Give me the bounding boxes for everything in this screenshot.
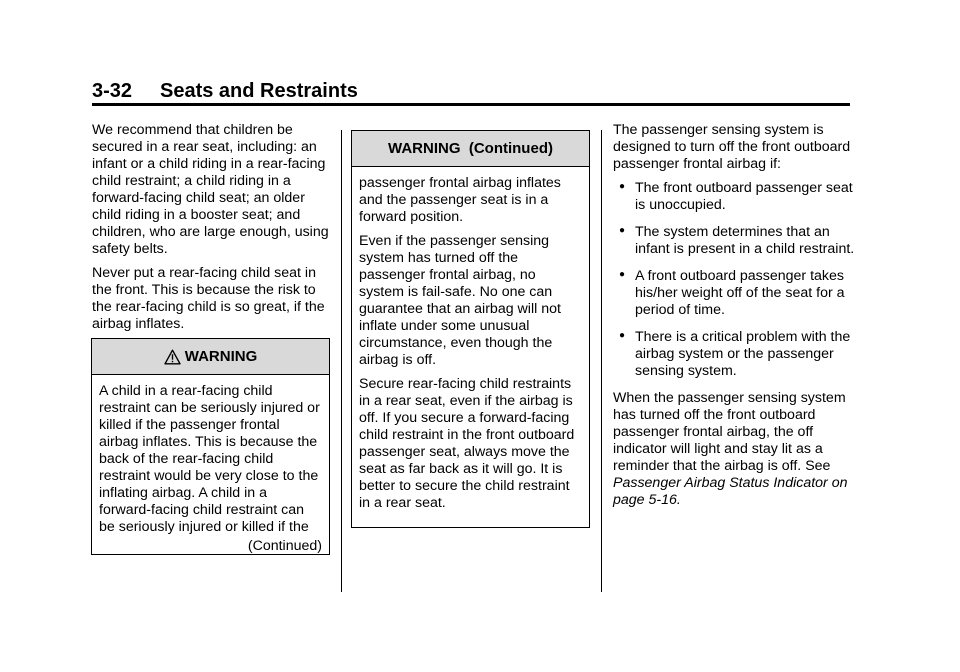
list-item: ● The system determines that an infant is present in a child restraint.: [619, 224, 855, 257]
warning-header: [352, 131, 589, 167]
paragraph: Secure rear-facing child restraints in a rear seat, even if the airbag is off. If you secure a forward-facing child restraint in the front outboard passenger seat, always move the seat as far back as it will go. It is better to secure the child restraint in a rear seat.: [359, 376, 575, 511]
warning-box-continued: [351, 130, 590, 528]
continued-label: (Continued): [247, 538, 322, 554]
warning-body: [92, 375, 329, 561]
cross-reference-link[interactable]: Passenger Airbag Status Indicator on page 5-16.: [613, 475, 848, 508]
paragraph: passenger frontal airbag inflates and the passenger seat is in a forward position.: [359, 175, 561, 225]
paragraph: [613, 390, 858, 509]
page-header: [92, 80, 850, 106]
paragraph: Never put a rear-facing child seat in the front. This is because the risk to the rear-facing child is so great, if the airbag inflates.: [92, 265, 325, 332]
warning-text: A child in a rear-facing child restraint can be seriously injured or killed if the passenger frontal airbag inflates. This is because the back of the rear-facing child restraint would be very close to the inflating airbag. A child in a forward-facing child restraint can be seriously injured or killed if the: [99, 383, 320, 535]
list-item: ● There is a critical problem with the airbag system or the passenger sensing system.: [619, 329, 851, 379]
column-divider: [341, 130, 342, 592]
column-right: [613, 122, 858, 516]
warning-box: [91, 338, 330, 555]
bullet-icon: ●: [619, 181, 626, 192]
column-divider: [601, 130, 602, 592]
bullet-icon: ●: [619, 225, 626, 236]
see-prefix: See: [805, 458, 831, 474]
bullet-icon: ●: [619, 269, 626, 280]
page-number: 3-32: [92, 80, 133, 102]
page-title: Seats and Restraints: [160, 80, 358, 102]
warning-header: [92, 339, 329, 375]
paragraph: Even if the passenger sensing system has turned off the passenger frontal airbag, no system is fail-safe. No one can guarantee that an airbag will not inflate under some unusual circumstance, even though the airbag is off.: [359, 233, 561, 368]
column-left: [92, 122, 330, 340]
list-item: ● A front outboard passenger takes his/her weight off of the seat for a period of time.: [619, 268, 845, 318]
bullet-icon: ●: [619, 330, 626, 341]
list-item: ● The front outboard passenger seat is unoccupied.: [619, 180, 853, 213]
paragraph: We recommend that children be secured in a rear seat, including: an infant or a child riding in a rear-facing child restraint; a child riding in a forward-facing child seat; an older child riding in a booster seat; and children, who are large enough, using safety belts.: [92, 122, 329, 257]
alert-triangle-icon: [164, 349, 181, 365]
warning-title: WARNING (Continued): [388, 140, 553, 157]
closing-text: When the passenger sensing system has turned off the front outboard passenger frontal airbag, the off indicator will light and stay lit as a reminder that the airbag is off.: [613, 390, 846, 474]
condition-list: [613, 180, 858, 380]
paragraph: The passenger sensing system is designed to turn off the front outboard passenger frontal airbag if:: [613, 122, 851, 172]
warning-title: WARNING: [184, 348, 258, 365]
warning-body: [352, 167, 589, 525]
